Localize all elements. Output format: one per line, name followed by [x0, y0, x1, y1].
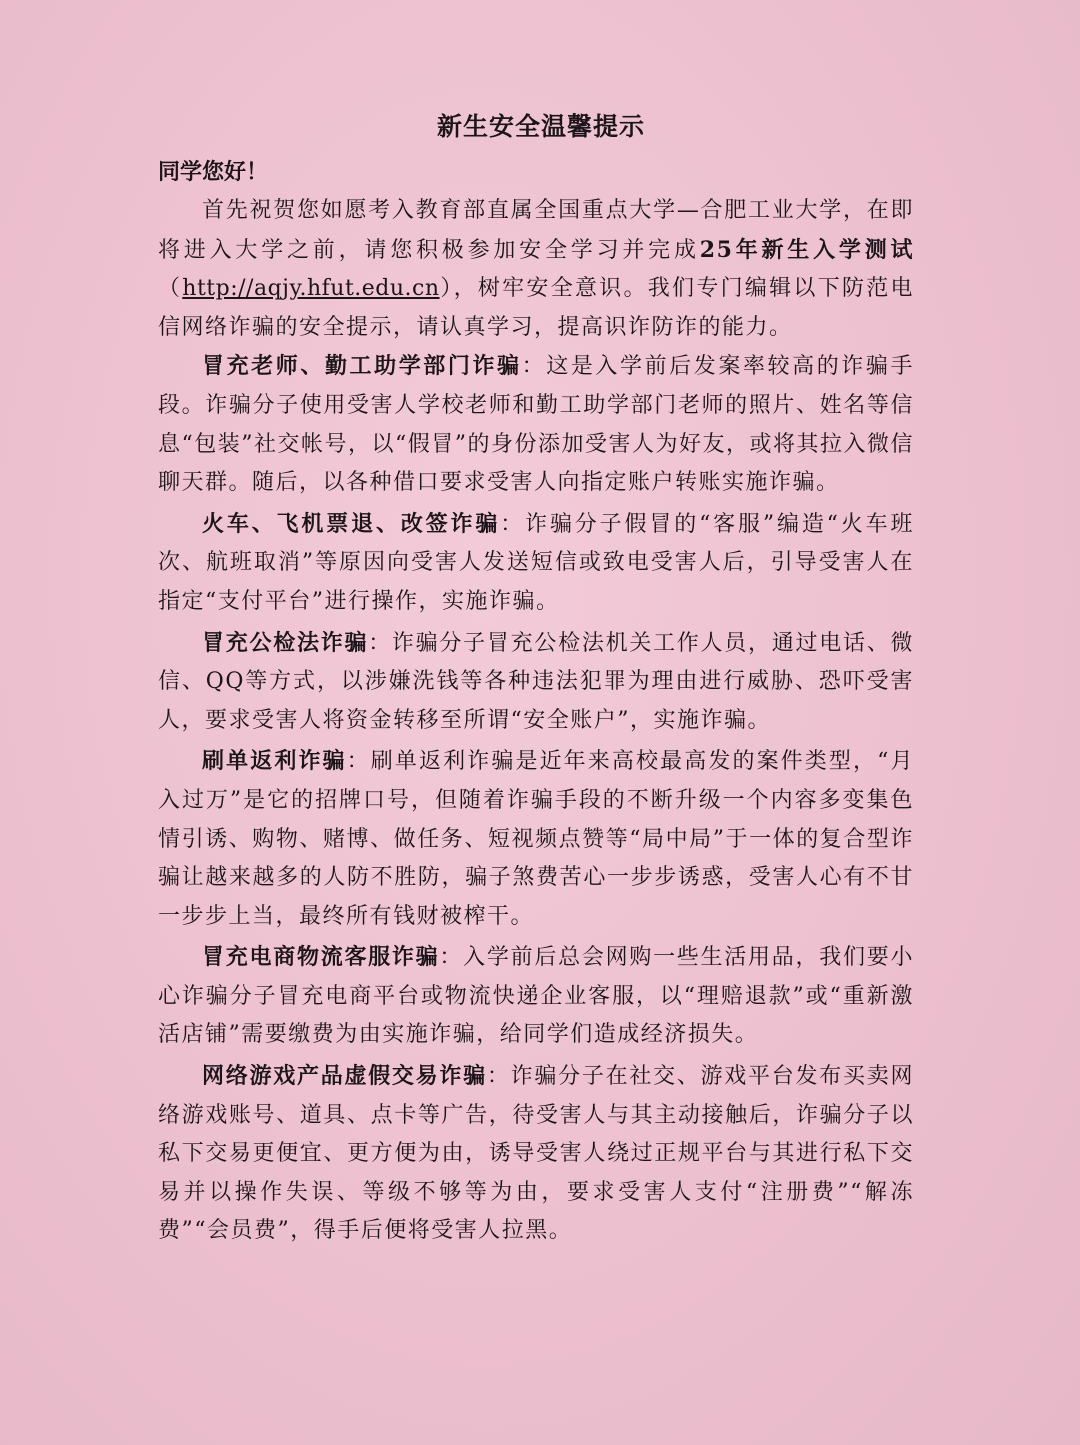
section-body: ：诈骗分子在社交、游戏平台发布买卖网络游戏账号、道具、点卡等广告，待受害人与其主动接触后，诈骗分子以私下交易更便宜、更方便为由，诱导受害人绕过正规平台与其进行私下交易并以操作失误、等级不够等为由，要求受害人支付“注册费”“解冻费”“会员费”，得手后便将受害人拉黑。	[158, 1064, 914, 1244]
section-body: ：这是入学前后发案率较高的诈骗手段。诈骗分子使用受害人学校老师和勤工助学部门老师的照片、姓名等信息“包装”社交帐号，以“假冒”的身份添加受害人为好友，或将其拉入微信聊天群。随后，以各种借口要求受害人向指定账户转账实施诈骗。	[158, 354, 914, 496]
section-paragraph	[158, 624, 914, 741]
intro-paren-close: ），	[439, 276, 478, 302]
intro-test-name: 25年新生入学测试	[699, 236, 914, 263]
intro-paragraph	[158, 192, 914, 347]
section-body: ：诈骗分子假冒的“客服”编造“火车班次、航班取消”等原因向受害人发送短信或致电受害人后，引导受害人在指定“支付平台”进行操作，实施诈骗。	[158, 511, 914, 614]
section-heading: 刷单返利诈骗	[202, 748, 347, 775]
section-paragraph	[158, 742, 914, 936]
intro-text-b: 树牢安全意识。我们专门编辑以下防范电信网络诈骗的安全提示，请认真学习，提高识诈防诈的能力。	[158, 276, 914, 340]
section-paragraph	[158, 505, 914, 622]
section-body: ：诈骗分子冒充公检法机关工作人员，通过电话、微信、QQ等方式，以涉嫌洗钱等各种违法犯罪为理由进行威胁、恐吓受害人，要求受害人将资金转移至所谓“安全账户”，实施诈骗。	[158, 630, 914, 733]
document-body	[158, 108, 914, 1251]
greeting: 同学您好！	[158, 159, 269, 185]
section-paragraph	[158, 347, 914, 502]
section-heading: 网络游戏产品虚假交易诈骗	[202, 1063, 487, 1090]
section-heading: 火车、飞机票退、改签诈骗	[202, 510, 501, 537]
section-heading: 冒充老师、勤工助学部门诈骗	[202, 353, 522, 380]
section-body: ：入学前后总会网购一些生活用品，我们要小心诈骗分子冒充电商平台或物流快递企业客服，以“理赔退款”或“重新激活店铺”需要缴费为由实施诈骗，给同学们造成经济损失。	[158, 945, 914, 1048]
document-title: 新生安全温馨提示	[436, 112, 645, 141]
section-heading: 冒充电商物流客服诈骗	[202, 944, 440, 971]
section-heading: 冒充公检法诈骗	[202, 629, 369, 656]
intro-paren-open: （	[158, 276, 183, 302]
test-url-link[interactable]: http://aqjy.hfut.edu.cn	[182, 276, 440, 302]
intro-text-a: 首先祝贺您如愿考入教育部直属全国重点大学—合肥工业大学，在即将进入大学之前，请您积极参加安全学习并完成	[158, 198, 914, 263]
section-paragraph	[158, 938, 914, 1055]
section-paragraph	[158, 1057, 914, 1251]
section-body: ：刷单返利诈骗是近年来高校最高发的案件类型，“月入过万”是它的招牌口号，但随着诈骗手段的不断升级一个内容多变集色情引诱、购物、赌博、做任务、短视频点赞等“局中局”于一体的复合型诈骗让越来越多的人防不胜防，骗子煞费苦心一步步诱惑，受害人心有不甘一步步上当，最终所有钱财被榨干。	[158, 749, 914, 929]
